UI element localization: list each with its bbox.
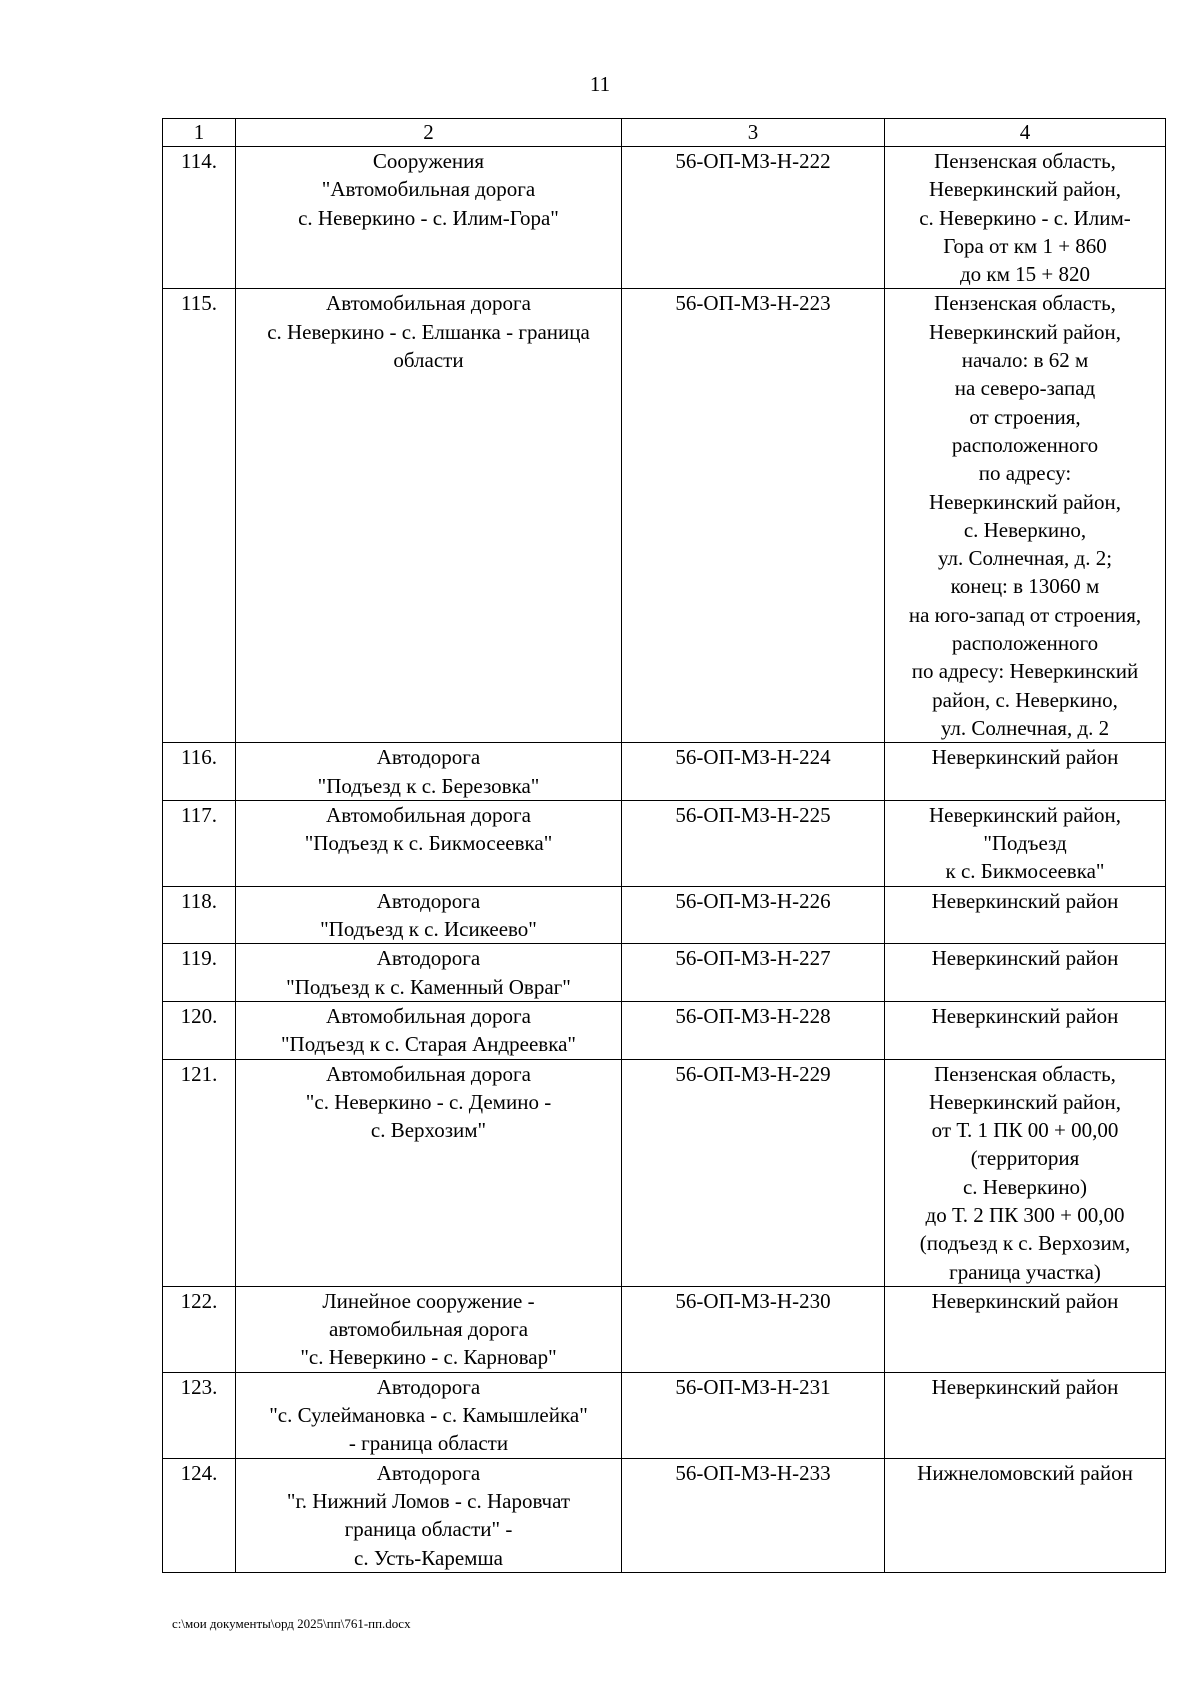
table-row [163,1001,1166,1059]
road-location-line: расположенного [951,631,1099,656]
road-location-line: Неверкинский район [931,1003,1119,1028]
road-name-line: "г. Нижний Ломов - с. Наровчат [286,1488,571,1513]
road-location-line: "Подъезд [983,831,1067,856]
road-location-line: с. Неверкино) [962,1174,1088,1199]
road-id-code: 56-ОП-МЗ-Н-226 [622,886,885,944]
road-id-code: 56-ОП-МЗ-Н-231 [622,1372,885,1458]
road-name-cell [236,743,622,801]
road-location-line: по адресу: [978,461,1072,486]
road-location-line: Неверкинский район, [928,177,1122,202]
road-name-line: с. Неверкино - с. Елшанка - граница [267,319,590,344]
road-location-cell [885,743,1166,801]
header-col-4: 4 [885,119,1166,147]
road-name-line: Автомобильная дорога [326,1003,531,1028]
road-location-cell [885,1458,1166,1572]
road-name-line: Автодорога [376,745,481,770]
row-number: 121. [163,1059,236,1286]
road-location-line: Неверкинский район [931,888,1119,913]
road-location-cell [885,886,1166,944]
road-name-line: "с. Неверкино - с. Карновар" [300,1345,557,1370]
road-location-line: Неверкинский район, [928,802,1122,827]
road-location-cell [885,1372,1166,1458]
road-location-line: Неверкинский район [931,1374,1119,1399]
road-location-line: ул. Солнечная, д. 2; [937,546,1113,571]
table-row [163,743,1166,801]
row-number: 116. [163,743,236,801]
road-name-line: Сооружения [372,149,485,173]
road-location-line: с. Неверкино, [963,517,1087,542]
road-location-line: от Т. 1 ПК 00 + 00,00 [931,1118,1119,1143]
road-location-line: конец: в 13060 м [950,574,1100,599]
road-location-line: по адресу: Неверкинский [911,659,1139,684]
road-name-line: "Подъезд к с. Бикмосеевка" [304,831,553,856]
table-row [163,1059,1166,1286]
road-name-cell [236,1059,622,1286]
road-name-line: с. Усть-Каремша [354,1545,503,1570]
road-name-line: Линейное сооружение - [322,1288,535,1313]
road-location-cell [885,800,1166,886]
road-name-line: "Подъезд к с. Старая Андреевка" [280,1032,576,1057]
road-name-line: Автомобильная дорога [326,291,531,316]
road-location-line: граница участка) [949,1259,1101,1284]
road-name-line: с. Неверкино - с. Илим-Гора" [298,205,559,230]
road-location-line: на северо-запад [954,376,1096,401]
road-location-line: с. Неверкино - с. Илим- [919,205,1131,230]
road-location-cell [885,289,1166,743]
road-id-code: 56-ОП-МЗ-Н-227 [622,944,885,1002]
road-name-line: с. Верхозим" [370,1118,487,1143]
road-location-cell [885,944,1166,1002]
roads-table [162,118,1166,1573]
row-number: 115. [163,289,236,743]
road-location-line: до Т. 2 ПК 300 + 00,00 [925,1202,1125,1227]
table-body [163,119,1166,1573]
road-name-line: автомобильная дорога [328,1317,529,1342]
road-name-line: Автодорога [376,1460,481,1485]
road-location-line: Пензенская область, [934,1061,1116,1086]
road-location-line: Неверкинский район [931,946,1119,971]
road-id-code: 56-ОП-МЗ-Н-222 [622,147,885,289]
table-row [163,147,1166,289]
road-name-line: "с. Неверкино - с. Демино - [305,1089,552,1114]
road-name-line: "с. Сулеймановка - с. Камышлейка" [269,1403,588,1428]
road-location-line: до км 15 + 820 [959,262,1091,287]
road-id-code: 56-ОП-МЗ-Н-225 [622,800,885,886]
road-name-line: граница области" - [344,1517,513,1542]
road-location-line: (подъезд к с. Верхозим, [919,1231,1131,1256]
road-name-cell [236,800,622,886]
road-name-cell [236,944,622,1002]
road-location-line: Неверкинский район, [928,1089,1122,1114]
road-location-line: от строения, [969,404,1081,429]
road-name-cell [236,1458,622,1572]
road-id-code: 56-ОП-МЗ-Н-229 [622,1059,885,1286]
header-col-2: 2 [236,119,622,147]
road-location-line: Неверкинский район, [928,489,1122,514]
row-number: 119. [163,944,236,1002]
road-id-code: 56-ОП-МЗ-Н-230 [622,1286,885,1372]
table-row [163,1286,1166,1372]
road-name-line: "Подъезд к с. Березовка" [317,773,540,798]
row-number: 120. [163,1001,236,1059]
road-name-cell [236,1372,622,1458]
road-location-line: Неверкинский район, [928,319,1122,344]
road-location-line: Неверкинский район [931,1288,1119,1313]
road-name-line: Автодорога [376,888,481,913]
row-number: 118. [163,886,236,944]
road-id-code: 56-ОП-МЗ-Н-228 [622,1001,885,1059]
road-name-line: "Подъезд к с. Каменный Овраг" [286,974,571,999]
table-row [163,800,1166,886]
road-name-line: области [393,348,464,373]
header-col-1: 1 [163,119,236,147]
page-number: 11 [589,72,611,96]
road-location-line: Гора от км 1 + 860 [943,233,1107,258]
road-location-line: расположенного [951,432,1099,457]
row-number: 122. [163,1286,236,1372]
row-number: 123. [163,1372,236,1458]
road-location-line: начало: в 62 м [961,348,1089,373]
road-id-code: 56-ОП-МЗ-Н-223 [622,289,885,743]
road-location-line: Пензенская область, [934,149,1116,173]
road-location-line: (территория [970,1146,1080,1171]
road-name-line: Автодорога [376,946,481,971]
table-row [163,944,1166,1002]
header-col-3: 3 [622,119,885,147]
road-id-code: 56-ОП-МЗ-Н-233 [622,1458,885,1572]
table-row [163,886,1166,944]
road-name-line: Автомобильная дорога [326,802,531,827]
road-name-cell [236,289,622,743]
row-number: 124. [163,1458,236,1572]
road-location-cell [885,1059,1166,1286]
road-location-line: Нижнеломовский район [917,1460,1133,1485]
road-name-cell [236,147,622,289]
road-name-line: Автомобильная дорога [326,1061,531,1086]
road-name-line: Автодорога [376,1374,481,1399]
table-header-row [163,119,1166,147]
road-location-line: к с. Бикмосеевка" [945,859,1105,884]
table-row [163,1372,1166,1458]
road-name-cell [236,1001,622,1059]
row-number: 114. [163,147,236,289]
road-name-line: - граница области [348,1431,509,1456]
road-location-line: на юго-запад от строения, [908,602,1142,627]
road-name-line: "Подъезд к с. Исикеево" [320,917,537,942]
road-location-cell [885,147,1166,289]
table-row [163,289,1166,743]
road-location-line: Неверкинский район [931,745,1119,770]
road-name-line: "Автомобильная дорога [321,177,536,202]
file-path-footer: c:\мои документы\орд 2025\пп\761-пп.docx [172,1616,411,1631]
road-location-cell [885,1001,1166,1059]
road-location-line: Пензенская область, [934,291,1116,316]
road-location-cell [885,1286,1166,1372]
road-location-line: район, с. Неверкино, [932,687,1118,712]
road-id-code: 56-ОП-МЗ-Н-224 [622,743,885,801]
table-row [163,1458,1166,1572]
row-number: 117. [163,800,236,886]
road-name-cell [236,1286,622,1372]
road-location-line: ул. Солнечная, д. 2 [940,715,1110,740]
road-name-cell [236,886,622,944]
